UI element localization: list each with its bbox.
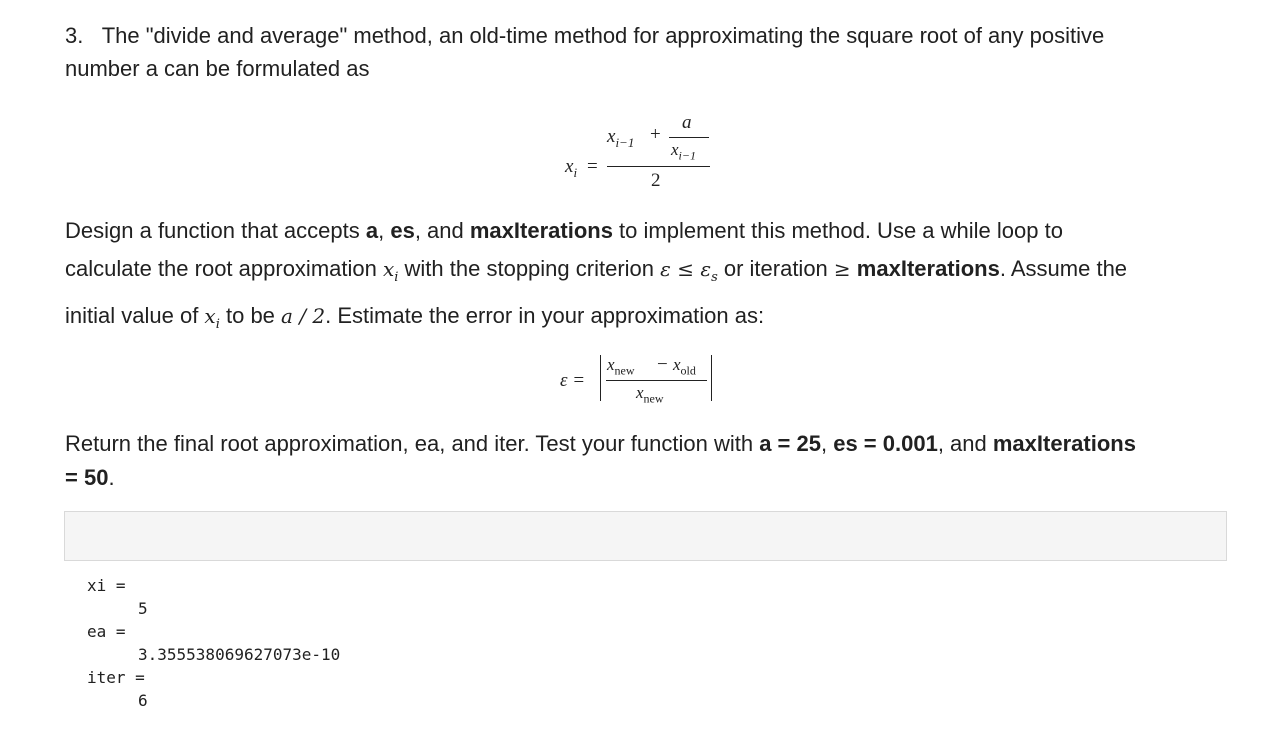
output-xi-value: 5 <box>138 599 148 618</box>
code-input-area[interactable] <box>64 511 1227 561</box>
output-xi-label: xi = <box>87 576 126 595</box>
eq2-abs-left <box>600 355 601 401</box>
eq2-num-a: $x_{new}$ <box>607 355 635 378</box>
param-maxiterations: maxIterations <box>469 218 613 243</box>
question-line-1 <box>65 19 1225 52</box>
eq1-frac-num: a <box>682 112 692 133</box>
eq2-den: $x_{new}$ <box>636 383 664 406</box>
test-paragraph <box>65 427 1225 495</box>
output-ea-label: ea = <box>87 622 126 641</box>
math-xi: $x_i$ <box>382 257 399 285</box>
eq2-minus: − <box>657 354 668 375</box>
output-ea-value: 3.355538069627073e-10 <box>138 645 341 664</box>
eq1-inner-fraction-bar <box>669 137 709 138</box>
math-xi-2: $x_i$ <box>204 304 220 332</box>
eq2-abs-right <box>711 355 712 401</box>
eq1-equals: = <box>587 156 598 177</box>
eq1-plus: + <box>650 124 661 145</box>
output-iter-value: 6 <box>138 691 148 710</box>
test-es: es = 0.001 <box>833 431 938 456</box>
test-maxiterations: maxIterations <box>992 431 1136 456</box>
test-line-1: Return the final root approximation, ea, and iter. Test your function with a = 25, es = 0.001, and maxIterations <box>65 431 1136 456</box>
math-ge: ≥ <box>833 257 851 281</box>
code-output <box>87 574 340 712</box>
eq2-lhs: ε = <box>560 370 586 391</box>
eq1-num-x: $x_{i-1}$ <box>607 126 635 150</box>
eq2-num-b: $x_{old}$ <box>673 355 696 378</box>
test-a: a = 25 <box>759 431 821 456</box>
math-a-over-2: a / 2 <box>281 304 326 328</box>
eq1-denominator: 2 <box>651 170 661 191</box>
instructions-line-2: calculate the root approximation $x_i$ with the stopping criterion $\varepsilon \le \varepsilon_s$ or iteration ≥ maxIterations. Assume the <box>65 256 1128 285</box>
equation-error <box>555 350 725 410</box>
eq1-main-fraction-bar <box>607 166 710 167</box>
math-stopping-criterion: $\varepsilon \le \varepsilon_s$ <box>660 257 718 285</box>
instructions-line-1: Design a function that accepts a, es, and maxIterations to implement this method. Use a while loop to <box>65 218 1063 243</box>
eq2-fraction-bar <box>606 380 707 381</box>
output-iter-label: iter = <box>87 668 145 687</box>
param-maxiterations-2: maxIterations <box>856 256 1000 281</box>
param-a: a <box>365 218 379 243</box>
question-intro <box>65 19 1225 85</box>
question-text-1: The "divide and average" method, an old-time method for approximating the square root of any positive <box>101 23 1105 48</box>
question-line-2: number a can be formulated as <box>65 56 370 81</box>
param-es: es <box>390 218 415 243</box>
instructions-line-3: initial value of $x_i$ to be a / 2. Estimate the error in your approximation as: <box>65 303 765 332</box>
test-line-2: = 50. <box>65 465 115 490</box>
test-maxiterations-value: = 50 <box>65 465 109 490</box>
equation-divide-average <box>555 106 725 196</box>
eq1-frac-den: $x_{i-1}$ <box>671 140 696 163</box>
question-number: 3. <box>65 23 84 48</box>
instructions-paragraph <box>65 212 1225 344</box>
eq1-lhs: $x_i$ <box>565 156 578 180</box>
